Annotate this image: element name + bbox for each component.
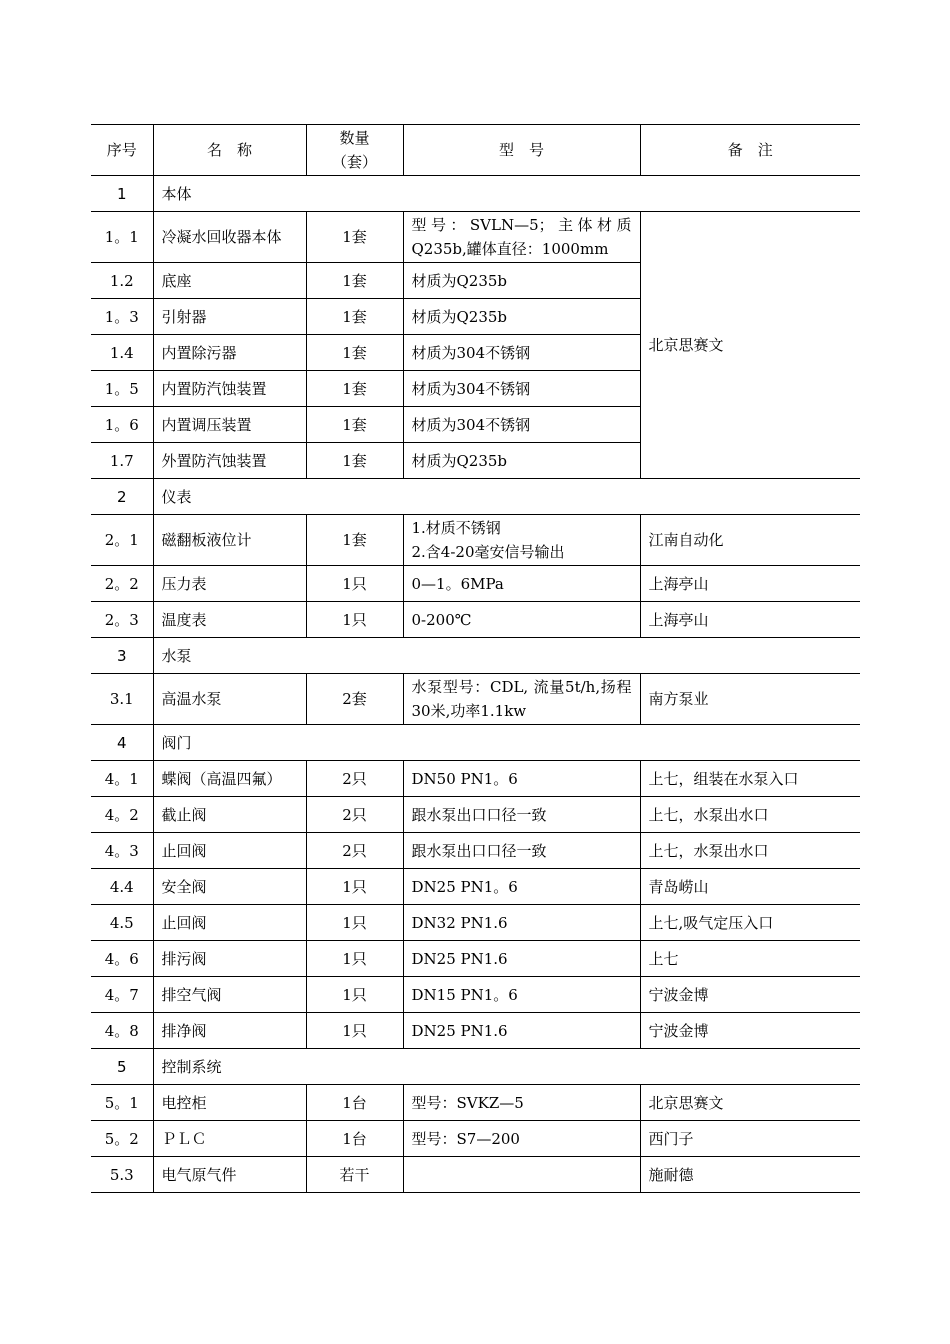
item-qty: 1只 <box>306 941 403 977</box>
item-no: 4。6 <box>91 941 153 977</box>
item-name: 止回阀 <box>153 905 306 941</box>
table-row <box>91 602 860 638</box>
item-no: 4。3 <box>91 833 153 869</box>
item-name: 底座 <box>153 263 306 299</box>
item-no: 4。7 <box>91 977 153 1013</box>
item-qty: 1套 <box>306 407 403 443</box>
item-model: 型号：SVKZ—5 <box>403 1085 640 1121</box>
item-model: 材质为Q235b <box>403 263 640 299</box>
item-remark: 西门子 <box>640 1121 860 1157</box>
table-row <box>91 1085 860 1121</box>
section-title: 控制系统 <box>153 1049 860 1085</box>
item-qty: 1套 <box>306 299 403 335</box>
item-model: 材质为304不锈钢 <box>403 407 640 443</box>
item-no: 1。3 <box>91 299 153 335</box>
item-no: 5.3 <box>91 1157 153 1193</box>
item-qty: 2套 <box>306 674 403 725</box>
header-remark: 备 注 <box>640 125 860 176</box>
table-row <box>91 1121 860 1157</box>
item-no: 4。2 <box>91 797 153 833</box>
header-name: 名 称 <box>153 125 306 176</box>
item-name: 排净阀 <box>153 1013 306 1049</box>
item-remark: 宁波金博 <box>640 977 860 1013</box>
item-model <box>403 1157 640 1193</box>
item-name: 内置调压装置 <box>153 407 306 443</box>
section-row <box>91 638 860 674</box>
item-qty: 1套 <box>306 263 403 299</box>
item-name: 蝶阀（高温四氟） <box>153 761 306 797</box>
item-name: 高温水泵 <box>153 674 306 725</box>
item-qty: 1套 <box>306 335 403 371</box>
equipment-list-table <box>91 124 860 1193</box>
section-title: 阀门 <box>153 725 860 761</box>
item-qty: 1只 <box>306 977 403 1013</box>
item-no: 5。1 <box>91 1085 153 1121</box>
item-qty: 2只 <box>306 833 403 869</box>
item-model: DN50 PN1。6 <box>403 761 640 797</box>
table-row <box>91 905 860 941</box>
item-model-line1: 1.材质不锈钢 <box>411 519 501 537</box>
item-no: 1。1 <box>91 212 153 263</box>
header-qty <box>306 125 403 176</box>
header-row <box>91 125 860 176</box>
item-name: ＰＬＣ <box>153 1121 306 1157</box>
item-no: 1。5 <box>91 371 153 407</box>
item-no: 1.4 <box>91 335 153 371</box>
item-qty: 2只 <box>306 761 403 797</box>
item-name: 引射器 <box>153 299 306 335</box>
item-remark: 青岛崂山 <box>640 869 860 905</box>
item-remark: 上七，水泵出水口 <box>640 797 860 833</box>
item-name: 安全阀 <box>153 869 306 905</box>
section-no: 3 <box>91 638 153 674</box>
item-model: 材质为304不锈钢 <box>403 371 640 407</box>
item-model: DN32 PN1.6 <box>403 905 640 941</box>
item-remark: 上七，水泵出水口 <box>640 833 860 869</box>
item-no: 5。2 <box>91 1121 153 1157</box>
item-remark: 施耐德 <box>640 1157 860 1193</box>
item-remark: 上七 <box>640 941 860 977</box>
item-model: 跟水泵出口口径一致 <box>403 797 640 833</box>
item-name: 外置防汽蚀装置 <box>153 443 306 479</box>
item-remark: 上七，组装在水泵入口 <box>640 761 860 797</box>
item-no: 4.5 <box>91 905 153 941</box>
item-qty: 1只 <box>306 602 403 638</box>
item-no: 4。1 <box>91 761 153 797</box>
item-qty: 1套 <box>306 443 403 479</box>
item-qty: 1只 <box>306 1013 403 1049</box>
item-name: 内置除污器 <box>153 335 306 371</box>
section-no: 5 <box>91 1049 153 1085</box>
section-title: 仪表 <box>153 479 860 515</box>
item-qty: 2只 <box>306 797 403 833</box>
item-remark: 南方泵业 <box>640 674 860 725</box>
item-model: DN25 PN1.6 <box>403 1013 640 1049</box>
item-model: DN15 PN1。6 <box>403 977 640 1013</box>
header-model: 型 号 <box>403 125 640 176</box>
item-qty: 1台 <box>306 1085 403 1121</box>
section-no: 1 <box>91 176 153 212</box>
section-title: 本体 <box>153 176 860 212</box>
item-no: 1。6 <box>91 407 153 443</box>
section-no: 4 <box>91 725 153 761</box>
item-remark: 上七,吸气定压入口 <box>640 905 860 941</box>
item-model <box>403 515 640 566</box>
item-name: 截止阀 <box>153 797 306 833</box>
item-model-line2: 2.含4-20毫安信号输出 <box>411 543 565 561</box>
table-row <box>91 761 860 797</box>
item-name: 冷凝水回收器本体 <box>153 212 306 263</box>
table-row <box>91 212 860 263</box>
item-qty: 1套 <box>306 371 403 407</box>
table-row <box>91 1157 860 1193</box>
item-no: 2。2 <box>91 566 153 602</box>
item-name: 温度表 <box>153 602 306 638</box>
item-model: 型号：SVLN—5；主体材质Q235b,罐体直径：1000mm <box>403 212 640 263</box>
item-no: 2。3 <box>91 602 153 638</box>
table-row <box>91 797 860 833</box>
item-model: DN25 PN1。6 <box>403 869 640 905</box>
table-row <box>91 1013 860 1049</box>
item-no: 4。8 <box>91 1013 153 1049</box>
item-remark-merged: 北京思赛文 <box>640 212 860 479</box>
item-qty: 1只 <box>306 566 403 602</box>
item-name: 磁翻板液位计 <box>153 515 306 566</box>
item-name: 压力表 <box>153 566 306 602</box>
item-model: 材质为304不锈钢 <box>403 335 640 371</box>
item-no: 1.7 <box>91 443 153 479</box>
item-model: DN25 PN1.6 <box>403 941 640 977</box>
item-model: 材质为Q235b <box>403 299 640 335</box>
item-model: 材质为Q235b <box>403 443 640 479</box>
item-name: 排污阀 <box>153 941 306 977</box>
item-name: 电控柜 <box>153 1085 306 1121</box>
header-qty-line2: （套） <box>331 153 377 171</box>
item-name: 排空气阀 <box>153 977 306 1013</box>
item-model: 水泵型号：CDL, 流量5t/h,扬程30米,功率1.1kw <box>403 674 640 725</box>
item-remark: 江南自动化 <box>640 515 860 566</box>
table-row <box>91 674 860 725</box>
header-no: 序号 <box>91 125 153 176</box>
item-qty: 1台 <box>306 1121 403 1157</box>
table-row <box>91 566 860 602</box>
item-model: 0-200℃ <box>403 602 640 638</box>
item-no: 3.1 <box>91 674 153 725</box>
section-title: 水泵 <box>153 638 860 674</box>
item-model: 跟水泵出口口径一致 <box>403 833 640 869</box>
header-qty-line1: 数量 <box>339 129 370 147</box>
item-remark: 上海亭山 <box>640 566 860 602</box>
item-qty: 1只 <box>306 869 403 905</box>
item-no: 1.2 <box>91 263 153 299</box>
item-model: 0—1。6MPa <box>403 566 640 602</box>
item-name: 止回阀 <box>153 833 306 869</box>
table-row <box>91 833 860 869</box>
item-qty: 1套 <box>306 212 403 263</box>
item-name: 电气原气件 <box>153 1157 306 1193</box>
item-no: 2。1 <box>91 515 153 566</box>
item-model: 型号：S7—200 <box>403 1121 640 1157</box>
item-remark: 宁波金博 <box>640 1013 860 1049</box>
section-row <box>91 176 860 212</box>
table-row <box>91 941 860 977</box>
table-row <box>91 977 860 1013</box>
section-no: 2 <box>91 479 153 515</box>
item-remark: 上海亭山 <box>640 602 860 638</box>
section-row <box>91 479 860 515</box>
item-name: 内置防汽蚀装置 <box>153 371 306 407</box>
item-remark: 北京思赛文 <box>640 1085 860 1121</box>
table-row <box>91 869 860 905</box>
item-qty: 若干 <box>306 1157 403 1193</box>
section-row <box>91 1049 860 1085</box>
section-row <box>91 725 860 761</box>
item-no: 4.4 <box>91 869 153 905</box>
item-qty: 1只 <box>306 905 403 941</box>
table-row <box>91 515 860 566</box>
item-qty: 1套 <box>306 515 403 566</box>
